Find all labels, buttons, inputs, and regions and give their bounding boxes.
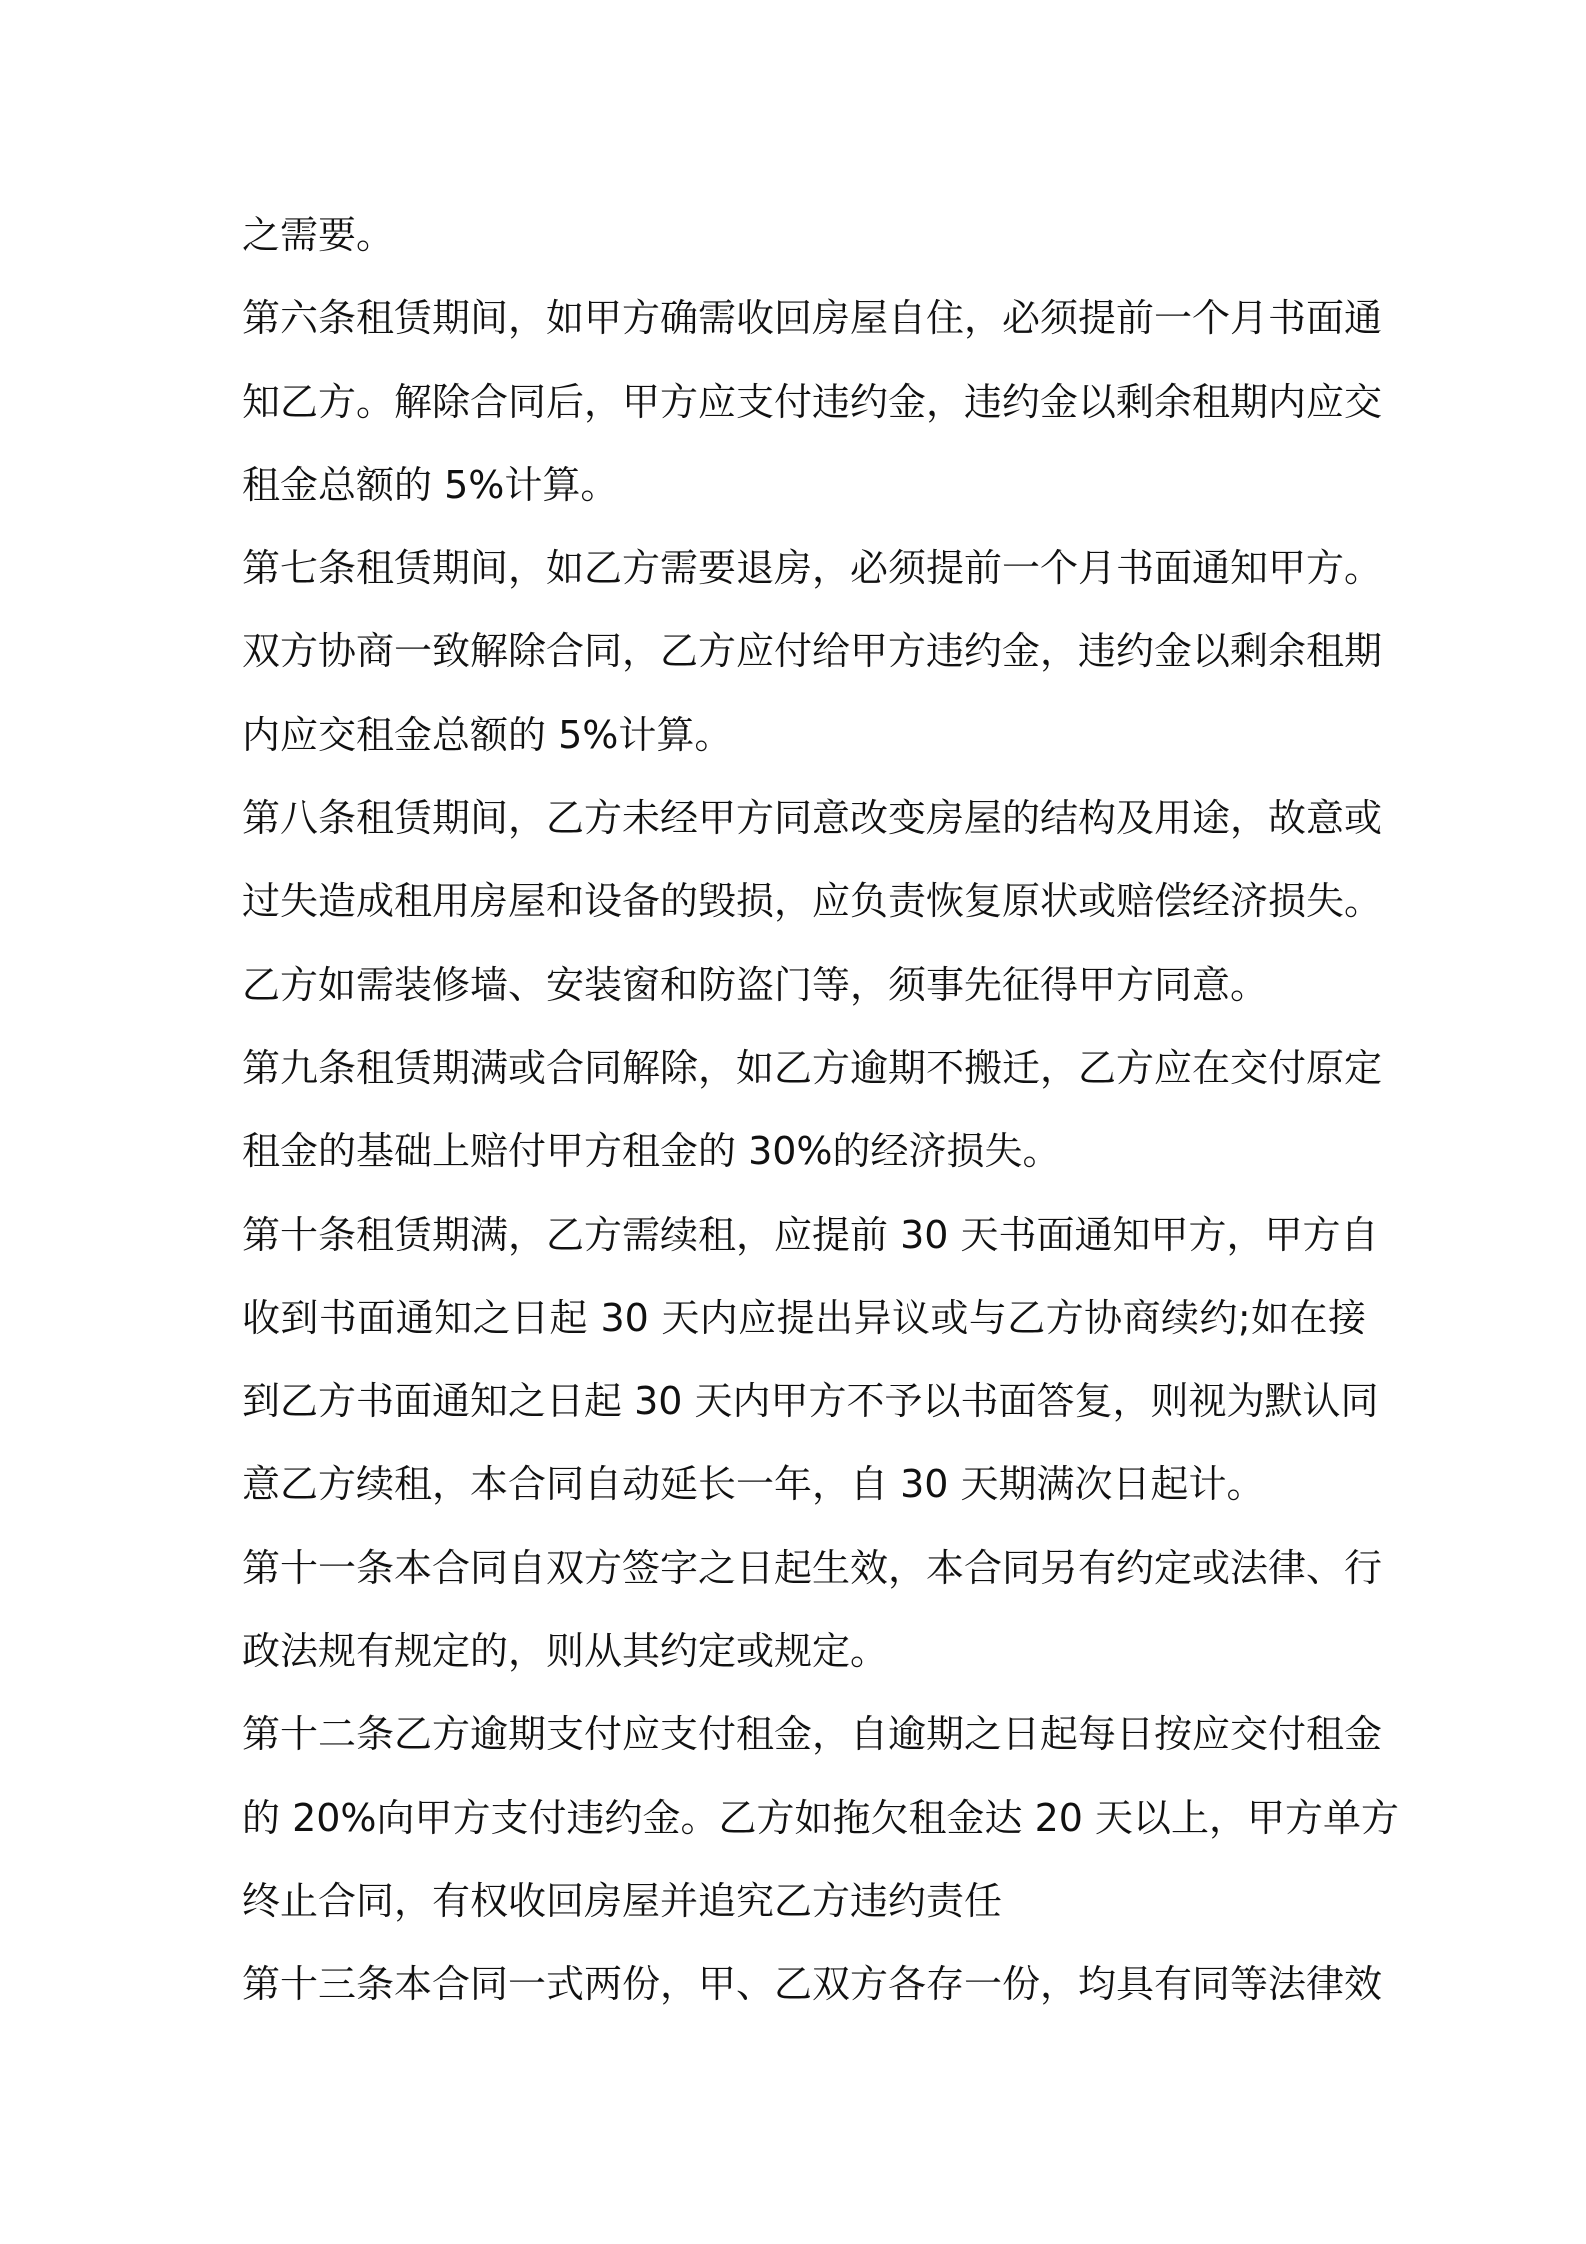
text-line: 双方协商一致解除合同，乙方应付给甲方违约金，违约金以剩余租期	[242, 629, 1383, 674]
text-line: 租金的基础上赔付甲方租金的 30%的经济损失。	[242, 1129, 1061, 1174]
text-line: 终止合同，有权收回房屋并追究乙方违约责任	[242, 1878, 1003, 1923]
text-line: 租金总额的 5%计算。	[242, 462, 619, 507]
text-line: 意乙方续租，本合同自动延长一年，自 30 天期满次日起计。	[242, 1462, 1265, 1507]
text-line: 第七条租赁期间，如乙方需要退房，必须提前一个月书面通知甲方。	[242, 546, 1383, 591]
text-line: 第十一条本合同自双方签字之日起生效，本合同另有约定或法律、行	[242, 1545, 1383, 1590]
text-line: 乙方如需装修墙、安装窗和防盗门等，须事先征得甲方同意。	[242, 962, 1269, 1007]
text-line: 第十条租赁期满，乙方需续租，应提前 30 天书面通知甲方，甲方自	[242, 1212, 1379, 1257]
text-line: 到乙方书面通知之日起 30 天内甲方不予以书面答复，则视为默认同	[242, 1379, 1379, 1424]
text-line: 政法规有规定的，则从其约定或规定。	[242, 1629, 889, 1674]
text-line: 过失造成租用房屋和设备的毁损，应负责恢复原状或赔偿经济损失。	[242, 879, 1383, 924]
text-line: 第十二条乙方逾期支付应支付租金，自逾期之日起每日按应交付租金	[242, 1712, 1383, 1757]
contract-text	[242, 194, 1400, 2027]
text-line: 第八条租赁期间，乙方未经甲方同意改变房屋的结构及用途，故意或	[242, 796, 1383, 841]
text-line: 收到书面通知之日起 30 天内应提出异议或与乙方协商续约;如在接	[242, 1295, 1366, 1340]
text-line: 的 20%向甲方支付违约金。乙方如拖欠租金达 20 天以上，甲方单方	[242, 1795, 1400, 1840]
text-line: 知乙方。解除合同后，甲方应支付违约金，违约金以剩余租期内应交	[242, 379, 1383, 424]
text-line: 内应交租金总额的 5%计算。	[242, 712, 733, 757]
text-line: 第九条租赁期满或合同解除，如乙方逾期不搬迁，乙方应在交付原定	[242, 1045, 1383, 1090]
text-line: 第十三条本合同一式两份，甲、乙双方各存一份，均具有同等法律效	[242, 1962, 1383, 2007]
text-line: 第六条租赁期间，如甲方确需收回房屋自住，必须提前一个月书面通	[242, 296, 1383, 341]
text-line: 之需要。	[242, 213, 395, 257]
